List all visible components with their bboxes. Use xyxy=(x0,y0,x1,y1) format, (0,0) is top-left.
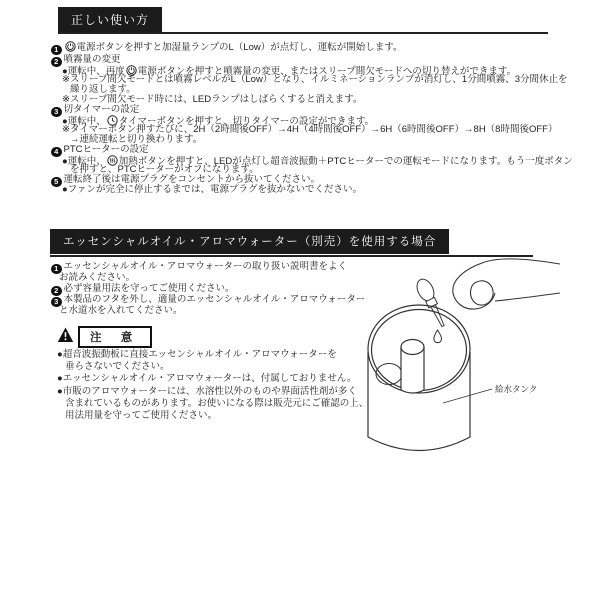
step-number-badge: 3 xyxy=(51,297,62,308)
step-number-badge: 5 xyxy=(51,177,62,188)
instruction-line: ※タイマーボタン押すたびに、2H（2時間後OFF）→4H（4時間後OFF）→6H（6時間後OFF）→8H（8時間後OFF） xyxy=(62,124,558,135)
instruction-line: と水道水を入れてください。 xyxy=(59,305,183,316)
caution-label: 注 意 xyxy=(78,326,152,348)
warning-triangle-icon xyxy=(57,327,74,348)
caution-line: 含まれているものがあります。お使いになる際は販売元にご確認の上、 xyxy=(65,397,369,409)
instruction-line: を押すと、PTCヒーターがオフになります。 xyxy=(70,164,259,175)
caution-line: 垂らさないでください。 xyxy=(65,361,170,373)
instruction-line: 4 PTCヒーターの設定 xyxy=(51,145,571,155)
label-leader-line xyxy=(443,389,492,403)
droplet-icon xyxy=(434,330,442,343)
instruction-line: ●運転中、 タイマーボタンを押すと、切りタイマーの設定ができます。 xyxy=(62,116,375,127)
caution-line: ●市販のアロマウォーターには、水溶性以外のものや界面活性剤が多く xyxy=(57,385,357,397)
instruction-line: お読みください。 xyxy=(59,272,136,283)
step-number-badge: 4 xyxy=(51,147,62,158)
usage-instructions xyxy=(51,41,571,195)
instruction-line: ※スリープ間欠モード時には、LEDランプはしばらくすると消えます。 xyxy=(62,94,363,105)
instruction-line: 5 運転終了後は電源プラグをコンセントから抜いてください。 xyxy=(51,175,571,185)
instruction-line: 1 電源ボタンを押すと加湿量ランプのL（Low）が点灯し、運転が開始します。 xyxy=(51,41,571,51)
instruction-line: 3 本製品のフタを外し、適量のエッセンシャルオイル・アロマウォーター xyxy=(51,294,401,305)
water-tank-illustration xyxy=(358,254,600,495)
water-tank xyxy=(368,305,470,451)
tank-label: 給水タンク xyxy=(495,384,538,394)
caution-line: ●エッセンシャルオイル・アロマウォーターは、付属しておりません。 xyxy=(57,373,357,385)
instruction-line: 繰り返します。 xyxy=(70,84,136,95)
step-number-badge: 2 xyxy=(51,286,62,297)
step-number-badge: 2 xyxy=(51,57,62,68)
instruction-line: 1 エッセンシャルオイル・アロマウォーターの取り扱い説明書をよく xyxy=(51,261,401,272)
instruction-line: ●ファンが完全に停止するまでは、電源プラグを抜かないでください。 xyxy=(62,184,363,195)
caution-line: 用法用量を守ってご使用ください。 xyxy=(65,409,218,421)
instruction-line: 2 必ず容量用法を守ってご使用ください。 xyxy=(51,283,401,294)
instruction-line: ※スリープ間欠モードとは噴霧レベルがL（Low）となり、イルミネーションランプが消灯し、1分間噴霧、3分間休止を xyxy=(62,74,568,85)
step-number-badge: 1 xyxy=(51,45,62,56)
section-title-aroma-use: エッセンシャルオイル・アロマウォーター（別売）を使用する場合 xyxy=(50,229,449,254)
step-number-badge: 3 xyxy=(51,107,62,118)
instruction-line: ●運転中、 加熱ボタンを押すと、LEDが点灯し超音波振動＋PTCヒーターでの運転モードになります。もう一度ボタン xyxy=(62,156,573,167)
instruction-line: →連続運転と切り換わります。 xyxy=(70,134,203,145)
caution-header xyxy=(57,326,152,348)
aroma-instructions xyxy=(51,261,401,316)
divider xyxy=(58,32,548,34)
instruction-line: ●運転中、再度 電源ボタンを押すと噴霧量の変更、またはスリープ間欠モードへの切り替えができます。 xyxy=(62,66,517,77)
step-number-badge: 1 xyxy=(51,264,62,275)
caution-notes xyxy=(57,349,387,422)
caution-line: ●超音波振動板に直接エッセンシャルオイル・アロマウォーターを xyxy=(57,349,337,360)
dropper-icon xyxy=(414,276,450,329)
section-title-correct-usage: 正しい使い方 xyxy=(58,7,162,33)
hand-icon xyxy=(453,259,560,309)
thumb-line xyxy=(470,281,493,305)
instruction-line: 2 噴霧量の変更 xyxy=(51,55,571,65)
instruction-line: 3 切タイマーの設定 xyxy=(51,105,571,115)
power-button-icon xyxy=(65,41,76,55)
